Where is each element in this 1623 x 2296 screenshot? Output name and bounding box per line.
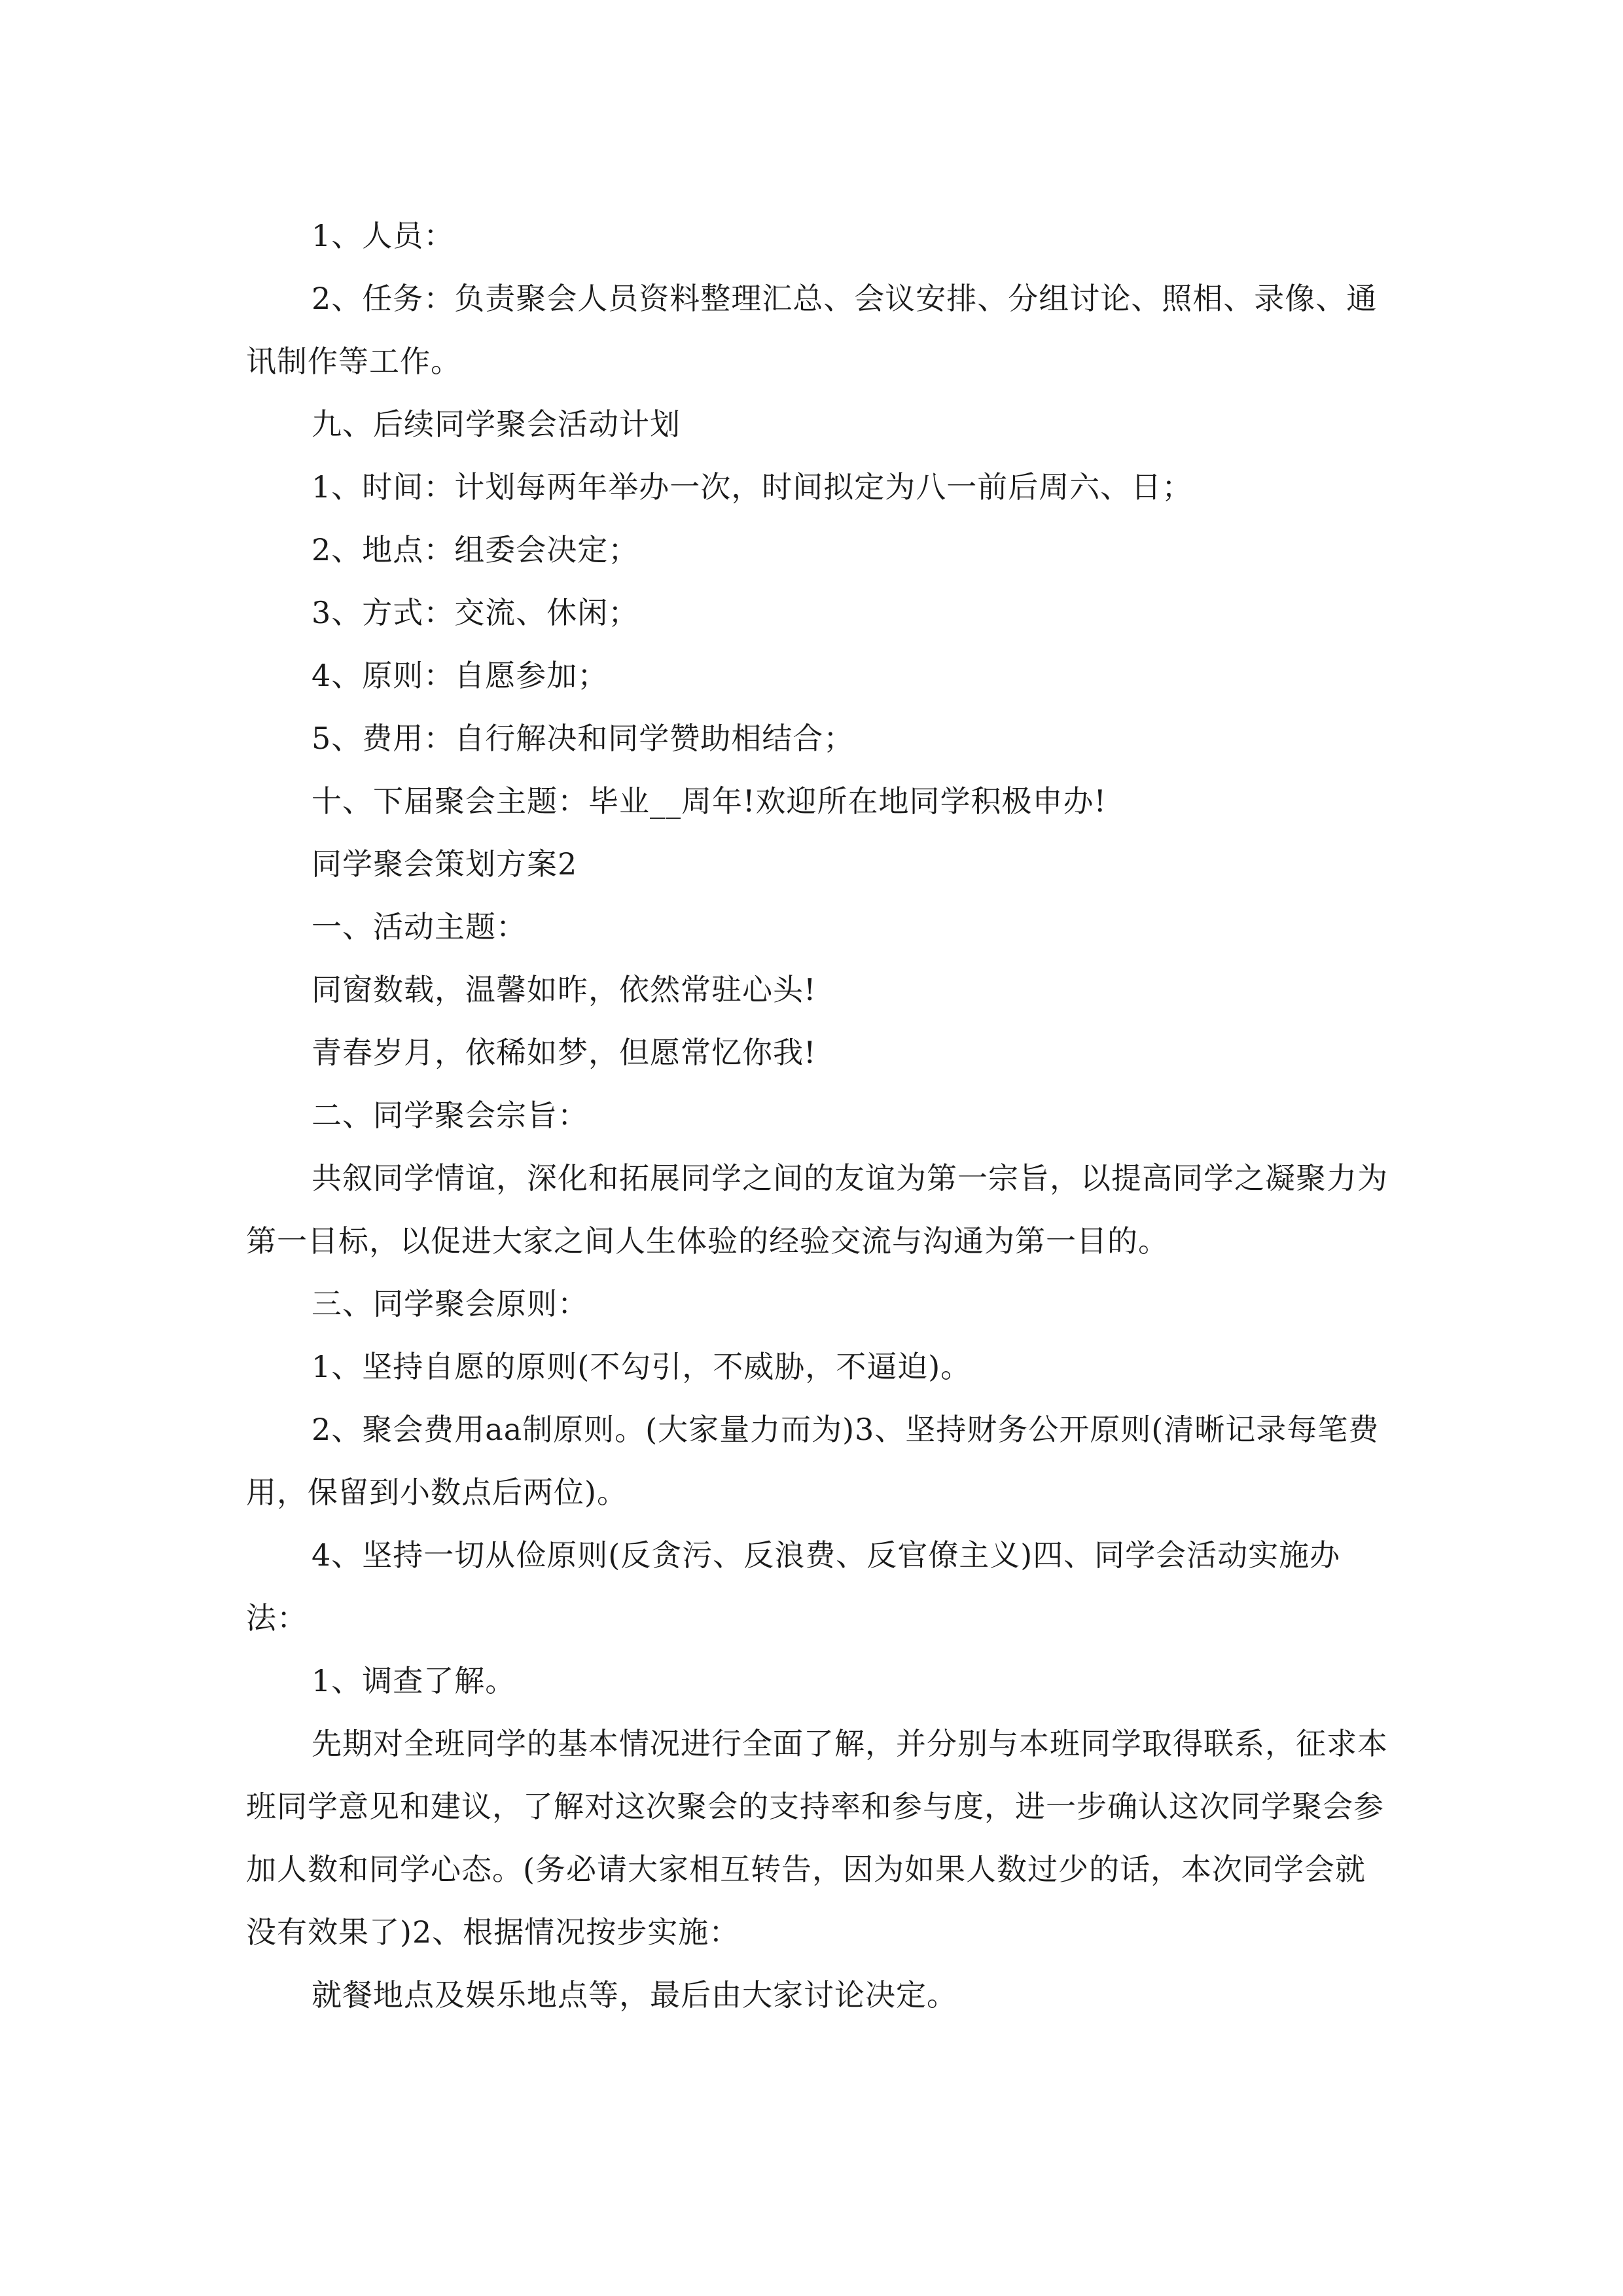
paragraph: 4、原则：自愿参加； — [312, 658, 609, 693]
section-heading: 九、后续同学聚会活动计划 — [312, 406, 681, 442]
paragraph: 1、坚持自愿的原则(不勾引，不威胁，不逼迫)。 — [312, 1349, 972, 1384]
paragraph: 5、费用：自行解决和同学赞助相结合； — [312, 721, 855, 756]
paragraph: 先期对全班同学的基本情况进行全面了解，并分别与本班同学取得联系，征求本班同学意见和建议，了解对这次聚会的支持率和参与度，进一步确认这次同学聚会参加人数和同学心态。(务必请大家相互转告，因为如果人数过少的话，本次同学会就没有效果了)2、根据情况按步实施： — [246, 1726, 1388, 1950]
document-body — [246, 204, 1395, 2026]
paragraph: 青春岁月，依稀如梦，但愿常忆你我! — [312, 1035, 817, 1070]
paragraph: 同窗数载，温馨如昨，依然常驻心头! — [312, 972, 817, 1007]
paragraph: 1、人员： — [312, 218, 455, 253]
section-heading: 十、下届聚会主题：毕业__周年!欢迎所在地同学积极申办! — [312, 783, 1107, 819]
paragraph: 4、坚持一切从俭原则(反贪污、反浪费、反官僚主义)四、同学会活动实施办法： — [246, 1537, 1341, 1636]
paragraph: 1、调查了解。 — [312, 1663, 516, 1698]
section-heading: 一、活动主题： — [312, 909, 527, 944]
paragraph: 2、任务：负责聚会人员资料整理汇总、会议安排、分组讨论、照相、录像、通讯制作等工作。 — [246, 281, 1378, 379]
paragraph: 3、方式：交流、休闲； — [312, 595, 639, 630]
paragraph: 2、地点：组委会决定； — [312, 532, 639, 567]
section-heading: 三、同学聚会原则： — [312, 1286, 588, 1321]
paragraph: 共叙同学情谊，深化和拓展同学之间的友谊为第一宗旨，以提高同学之凝聚力为第一目标，以促进大家之间人生体验的经验交流与沟通为第一目的。 — [246, 1160, 1388, 1259]
document-title: 同学聚会策划方案2 — [312, 846, 578, 882]
section-heading: 二、同学聚会宗旨： — [312, 1098, 588, 1133]
paragraph: 就餐地点及娱乐地点等，最后由大家讨论决定。 — [312, 1977, 957, 2013]
paragraph: 2、聚会费用aa制原则。(大家量力而为)3、坚持财务公开原则(清晰记录每笔费用，保留到小数点后两位)。 — [246, 1412, 1380, 1510]
paragraph: 1、时间：计划每两年举办一次，时间拟定为八一前后周六、日； — [312, 469, 1193, 505]
